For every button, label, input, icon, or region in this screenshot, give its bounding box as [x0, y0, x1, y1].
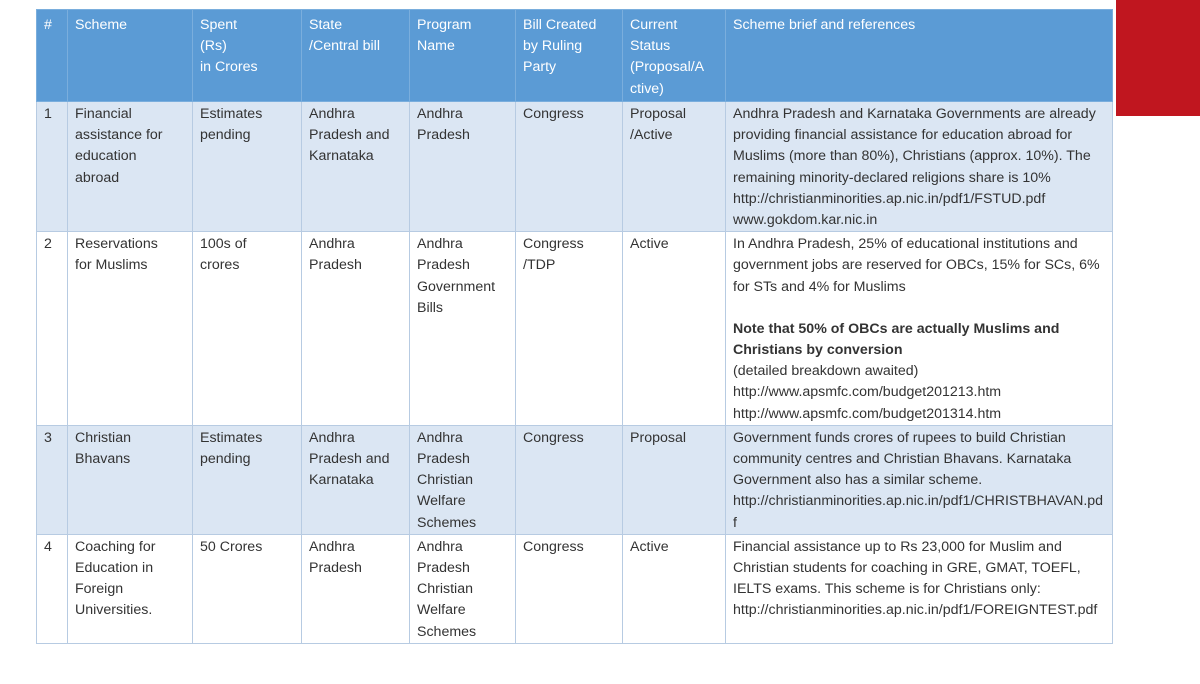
cell-party: Congress [516, 534, 623, 643]
header-row [37, 10, 1113, 102]
cell-brief [726, 534, 1113, 643]
table-row [37, 102, 1113, 232]
reference-link[interactable]: http://www.apsmfc.com/budget201314.htm [733, 405, 1002, 422]
cell-program: Andhra Pradesh Christian Welfare Schemes [410, 534, 516, 643]
cell-party: Congress [516, 102, 623, 232]
reference-link[interactable]: http://christianminorities.ap.nic.in/pdf1/FSTUD.pdf [733, 190, 1046, 207]
red-accent-block [1116, 0, 1200, 116]
cell-party: Congress [516, 425, 623, 534]
col-header-brief: Scheme brief and references [726, 10, 1113, 102]
cell-number: 2 [37, 232, 68, 426]
brief-text: Financial assistance up to Rs 23,000 for Muslim and Christian students for coaching in GRE, GMAT, TOEFL, IELTS exams. This scheme is for Christians only: [733, 538, 1081, 598]
col-header-spent: Spent (Rs) in Crores [193, 10, 302, 102]
cell-brief [726, 425, 1113, 534]
cell-state: Andhra Pradesh and Karnataka [302, 425, 410, 534]
cell-scheme: Reservations for Muslims [68, 232, 193, 426]
cell-status: Proposal /Active [623, 102, 726, 232]
col-header-program: Program Name [410, 10, 516, 102]
cell-status: Proposal [623, 425, 726, 534]
cell-spent: 100s of crores [193, 232, 302, 426]
cell-number: 4 [37, 534, 68, 643]
cell-number: 3 [37, 425, 68, 534]
cell-brief [726, 102, 1113, 232]
col-header-number: # [37, 10, 68, 102]
brief-text: Government funds crores of rupees to build Christian community centres and Christian Bhavans. Karnataka Government also has a similar scheme. [733, 429, 1072, 489]
col-header-scheme: Scheme [68, 10, 193, 102]
brief-extra: (detailed breakdown awaited) [733, 363, 919, 380]
cell-scheme: Financial assistance for education abroad [68, 102, 193, 232]
cell-spent: 50 Crores [193, 534, 302, 643]
cell-program: Andhra Pradesh Christian Welfare Schemes [410, 425, 516, 534]
col-header-state: State /Central bill [302, 10, 410, 102]
cell-spent: Estimates pending [193, 102, 302, 232]
reference-link[interactable]: www.gokdom.kar.nic.in [733, 212, 878, 229]
brief-spacer [733, 298, 1106, 319]
cell-state: Andhra Pradesh and Karnataka [302, 102, 410, 232]
cell-scheme: Coaching for Education in Foreign Universities. [68, 534, 193, 643]
brief-text: Andhra Pradesh and Karnataka Governments are already providing financial assistance for education abroad for Muslims (more than 80%), Christians (approx. 10%). The remaining minority-declared religions share is 10% [733, 106, 1096, 186]
scheme-table [36, 9, 1113, 644]
table-row [37, 425, 1113, 534]
cell-party: Congress /TDP [516, 232, 623, 426]
table-row [37, 534, 1113, 643]
col-header-party: Bill Created by Ruling Party [516, 10, 623, 102]
cell-program: Andhra Pradesh Government Bills [410, 232, 516, 426]
cell-number: 1 [37, 102, 68, 232]
cell-scheme: Christian Bhavans [68, 425, 193, 534]
cell-program: Andhra Pradesh [410, 102, 516, 232]
cell-status: Active [623, 232, 726, 426]
brief-text: In Andhra Pradesh, 25% of educational institutions and government jobs are reserved for OBCs, 15% for SCs, 6% for STs and 4% for Muslims [733, 236, 1100, 295]
table-row [37, 232, 1113, 426]
cell-brief [726, 232, 1113, 426]
cell-status: Active [623, 534, 726, 643]
reference-link[interactable]: http://www.apsmfc.com/budget201213.htm [733, 384, 1002, 401]
reference-link[interactable]: http://christianminorities.ap.nic.in/pdf1/FOREIGNTEST.pdf [733, 602, 1098, 619]
col-header-status: Current Status (Proposal/A ctive) [623, 10, 726, 102]
brief-note: Note that 50% of OBCs are actually Muslims and Christians by conversion [733, 320, 1060, 359]
cell-state: Andhra Pradesh [302, 534, 410, 643]
reference-link[interactable]: http://christianminorities.ap.nic.in/pdf1/CHRISTBHAVAN.pdf [733, 493, 1104, 531]
table-body [37, 102, 1113, 644]
cell-spent: Estimates pending [193, 425, 302, 534]
cell-state: Andhra Pradesh [302, 232, 410, 426]
